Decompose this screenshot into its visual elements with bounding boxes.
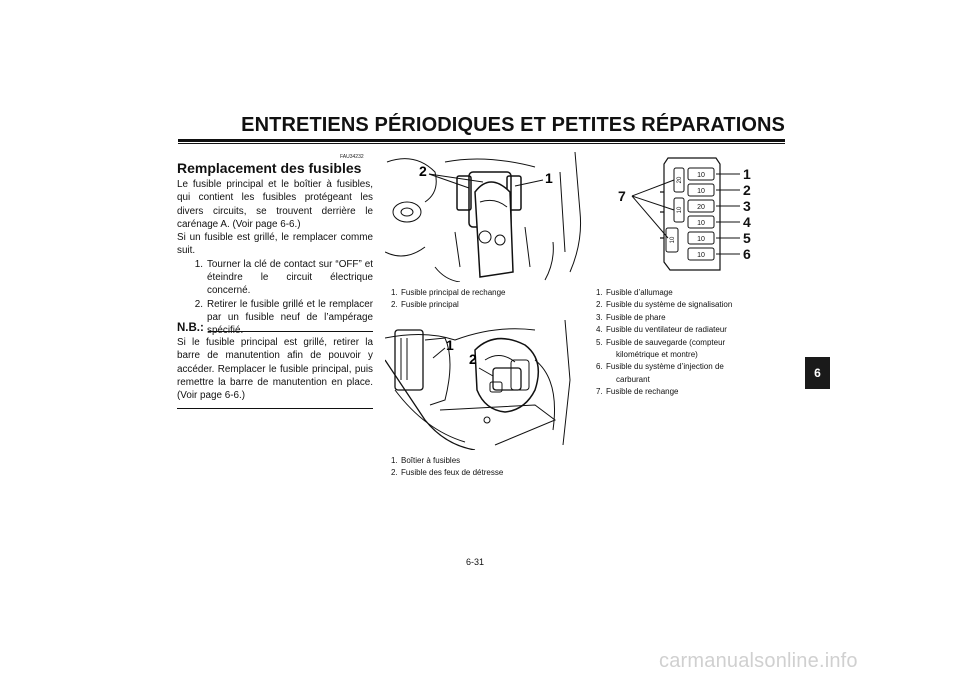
caption-num: 1. bbox=[596, 288, 603, 297]
caption-num: 6. bbox=[596, 362, 603, 372]
caption-num: 2. bbox=[391, 468, 398, 478]
note-end-rule bbox=[177, 408, 373, 409]
section-title: Remplacement des fusibles bbox=[177, 160, 362, 176]
figure2-captions bbox=[391, 455, 591, 480]
figure2-callout-2: 2 bbox=[469, 351, 477, 367]
fuse-amp-label: 20 bbox=[697, 204, 705, 211]
figure3-captions bbox=[596, 287, 796, 399]
fuse-layout-diagram bbox=[608, 152, 768, 282]
step-text: Retirer le fusible grillé et le remplacer par un fusible neuf de l’ampérage spécifié. bbox=[207, 298, 373, 337]
note-rule bbox=[208, 331, 373, 332]
caption-row bbox=[596, 349, 796, 361]
intro-paragraph: Le fusible principal et le boîtier à fusibles, qui contient les fusibles protégeant les divers circuits, se trouvent derrière le carénage A. (Voir page 6-6.) bbox=[177, 179, 373, 230]
caption-text: Fusible du système d’injection de bbox=[606, 362, 724, 372]
caption-row bbox=[596, 361, 796, 373]
watermark-text: carmanualsonline.info bbox=[659, 650, 858, 672]
step-number: 1. bbox=[194, 258, 203, 270]
caption-text: kilométrique et montre) bbox=[616, 350, 698, 360]
page-number: 6-31 bbox=[466, 557, 485, 567]
step-item bbox=[177, 258, 373, 298]
caption-text: Fusible du système de signalisation bbox=[606, 300, 733, 310]
caption-row bbox=[596, 337, 796, 349]
header-rule-thin bbox=[178, 143, 785, 144]
caption-row bbox=[596, 312, 796, 324]
section-code: FAU34232 bbox=[340, 154, 364, 160]
figure3-callout-6: 6 bbox=[743, 246, 751, 262]
caption-num: 2. bbox=[391, 300, 398, 310]
caption-row bbox=[391, 287, 591, 299]
caption-row bbox=[391, 467, 591, 479]
note-header bbox=[177, 322, 373, 334]
caption-row bbox=[391, 299, 591, 311]
figure3-callout-3: 3 bbox=[743, 198, 751, 214]
caption-text: Fusible du ventilateur de radiateur bbox=[606, 325, 727, 335]
caption-text: Fusible des feux de détresse bbox=[401, 468, 504, 478]
figure2-callout-1: 1 bbox=[446, 337, 454, 353]
spare-fuse-label: 10 bbox=[670, 236, 676, 244]
caption-text: Fusible principal de rechange bbox=[401, 288, 506, 297]
caption-num bbox=[596, 349, 616, 361]
section-body bbox=[177, 178, 373, 338]
caption-row bbox=[596, 324, 796, 336]
note-text: Si le fusible principal est grillé, retirer la barre de manutention afin de pouvoir y accéder. Remplacer le fusible principal, puis remettre la barre de manutention en place. (Voir page 6-6.) bbox=[177, 337, 373, 402]
main-fuse-figure bbox=[385, 152, 585, 282]
spare-fuse-label: 20 bbox=[677, 176, 683, 184]
figure3-callout-7: 7 bbox=[618, 188, 626, 204]
figure1-captions bbox=[391, 287, 591, 312]
fuse-amp-label: 10 bbox=[697, 172, 705, 179]
caption-num: 5. bbox=[596, 337, 603, 347]
intro-paragraph-2: Si un fusible est grillé, le remplacer comme suit. bbox=[177, 232, 373, 257]
caption-text: Fusible de rechange bbox=[606, 387, 679, 397]
caption-row bbox=[596, 299, 796, 311]
note-label: N.B.: bbox=[177, 322, 204, 334]
caption-num: 4. bbox=[596, 325, 603, 335]
caption-text: Fusible d’allumage bbox=[606, 288, 673, 297]
caption-text: Boîtier à fusibles bbox=[401, 456, 461, 465]
caption-num: 2. bbox=[596, 300, 603, 310]
caption-num: 1. bbox=[391, 456, 398, 465]
fuse-amp-label: 10 bbox=[697, 220, 705, 227]
caption-row bbox=[596, 287, 796, 299]
header-rule bbox=[178, 139, 785, 142]
step-number: 2. bbox=[194, 298, 203, 310]
figure1-callout-1: 1 bbox=[545, 170, 553, 186]
figure3-callout-5: 5 bbox=[743, 230, 751, 246]
figure3-callout-4: 4 bbox=[743, 214, 751, 230]
page-header-title: ENTRETIENS PÉRIODIQUES ET PETITES RÉPARATIONS bbox=[241, 114, 785, 136]
caption-num bbox=[596, 374, 616, 386]
fuse-amp-label: 10 bbox=[697, 252, 705, 259]
figure3-callout-1: 1 bbox=[743, 166, 751, 182]
caption-text: carburant bbox=[616, 374, 650, 384]
caption-row bbox=[391, 455, 591, 467]
chapter-tab: 6 bbox=[805, 357, 830, 389]
step-text: Tourner la clé de contact sur “OFF” et éteindre le circuit électrique concerné. bbox=[207, 258, 373, 297]
figure3-callout-2: 2 bbox=[743, 182, 751, 198]
fuse-amp-label: 10 bbox=[697, 188, 705, 195]
caption-row bbox=[596, 386, 796, 398]
fuse-box-figure bbox=[385, 320, 585, 450]
caption-text: Fusible principal bbox=[401, 300, 459, 310]
caption-row bbox=[596, 374, 796, 386]
caption-num: 7. bbox=[596, 387, 603, 397]
note-box bbox=[177, 322, 373, 409]
caption-text: Fusible de phare bbox=[606, 312, 666, 322]
caption-num: 3. bbox=[596, 312, 603, 322]
figure1-callout-2: 2 bbox=[419, 163, 427, 179]
caption-text: Fusible de sauvegarde (compteur bbox=[606, 337, 726, 347]
caption-num: 1. bbox=[391, 288, 398, 297]
spare-fuse-label: 10 bbox=[677, 206, 683, 214]
fuse-amp-label: 10 bbox=[697, 236, 705, 243]
